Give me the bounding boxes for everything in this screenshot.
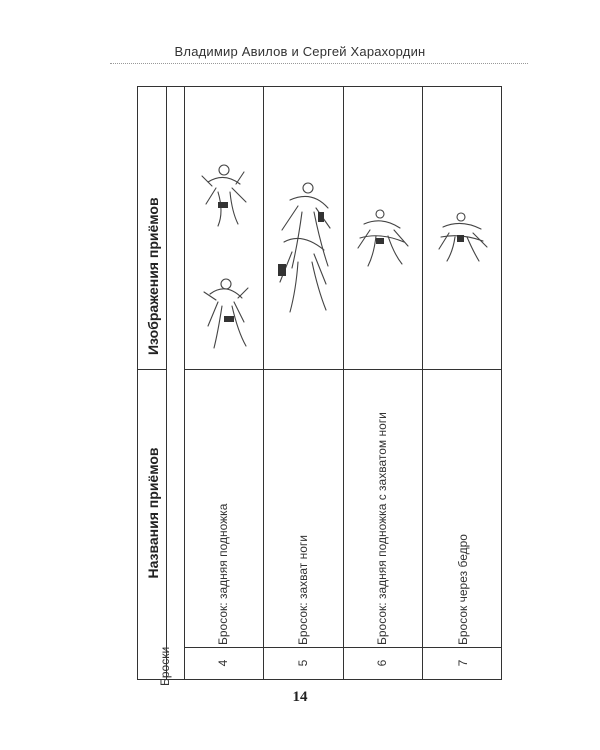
- wrestling-figure-illustration: [268, 172, 338, 322]
- header-row-divider: [166, 87, 167, 679]
- page-number: 14: [292, 689, 308, 705]
- row-divider-6-7: [422, 87, 423, 679]
- row-number: 4: [216, 659, 230, 667]
- wrestling-figure-illustration: [188, 142, 260, 362]
- row-number: 5: [296, 659, 310, 667]
- row-divider-5-6: [343, 87, 344, 679]
- technique-name: Бросок через бедро: [456, 534, 470, 645]
- wrestling-figure-illustration: [350, 202, 416, 272]
- row-number: 7: [456, 659, 470, 667]
- technique-name: Бросок: захват ноги: [296, 535, 310, 645]
- section-label: Броски: [158, 646, 172, 686]
- wrestling-figure-illustration: [431, 207, 493, 265]
- running-header: Владимир Авилов и Сергей Харахордин: [174, 44, 426, 59]
- techniques-table: [137, 86, 502, 686]
- names-images-split-line: [184, 369, 501, 370]
- section-row-divider: [184, 87, 185, 679]
- column-header-names: Названия приёмов: [145, 447, 161, 579]
- header-rule: [110, 63, 528, 64]
- header-split-line: [138, 369, 166, 370]
- technique-name: Бросок: задняя подножка с захватом ноги: [375, 412, 389, 645]
- row-divider-4-5: [263, 87, 264, 679]
- row-number: 6: [375, 659, 389, 667]
- numbers-split-line: [184, 647, 501, 648]
- column-header-images: Изображения приёмов: [145, 197, 161, 355]
- technique-name: Бросок: задняя подножка: [216, 503, 230, 645]
